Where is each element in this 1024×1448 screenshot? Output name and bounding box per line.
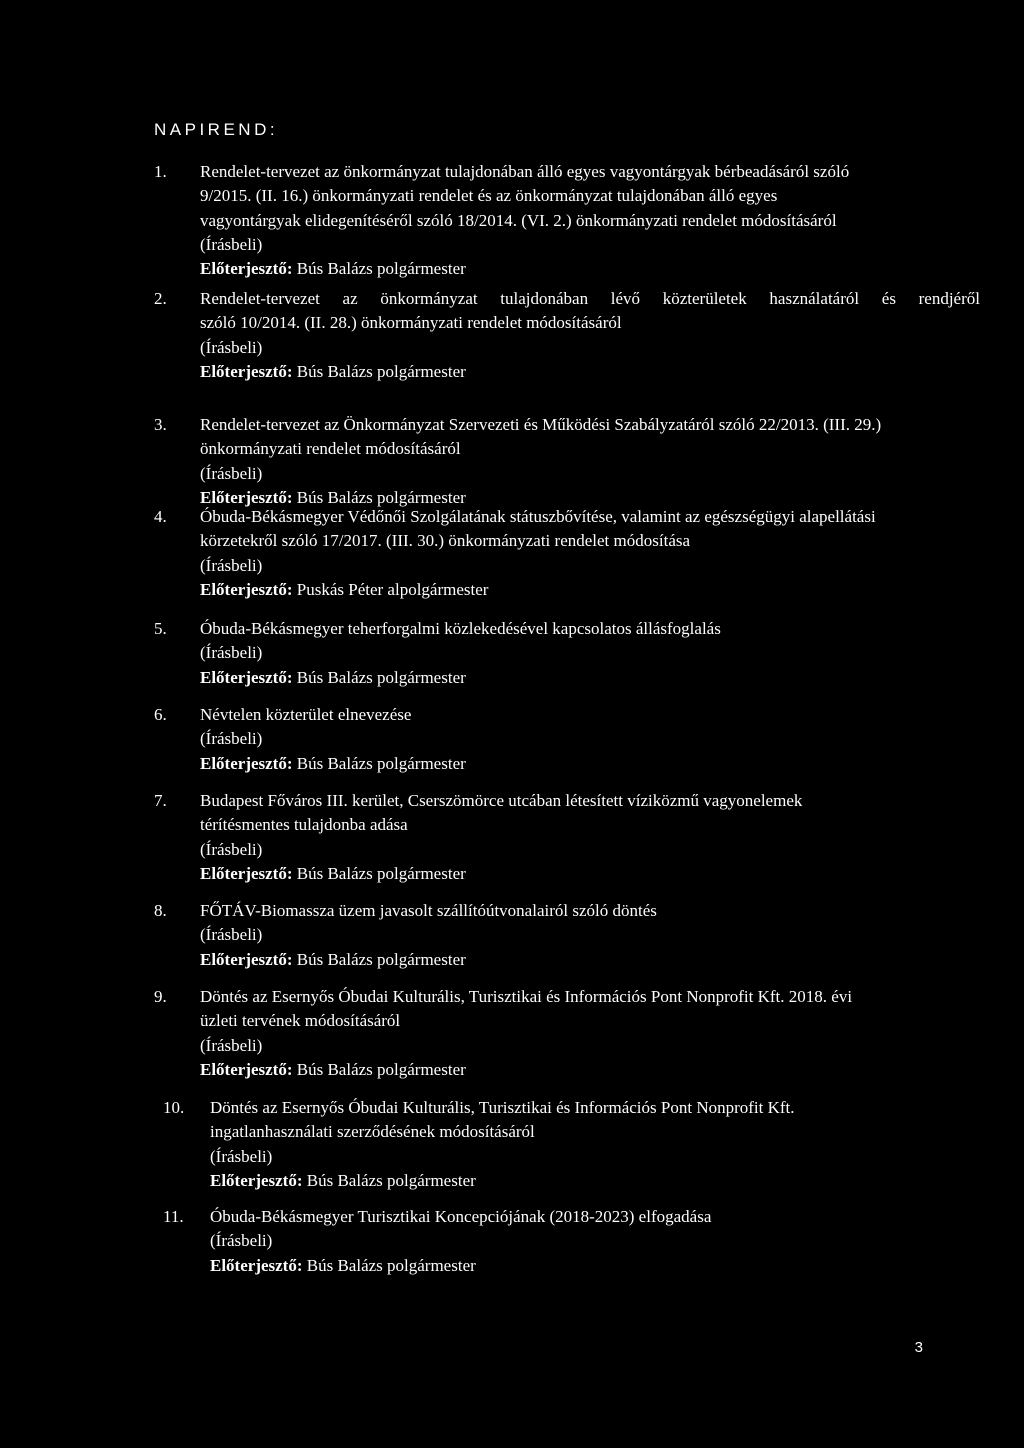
agenda-item [154,985,980,1082]
presenter-name: Bús Balázs polgármester [296,361,466,381]
agenda-item-type: (Írásbeli) [210,1231,273,1251]
presenter-name: Bús Balázs polgármester [296,667,466,687]
page-heading: NAPIREND: [154,120,279,139]
presenter-label: Előterjesztő: [200,361,293,381]
agenda-item [154,413,990,510]
agenda-item-title-line: Rendelet-tervezet az Önkormányzat Szervezeti és Működési Szabályzatáról szóló 22/2013. (III. 29.) [200,415,882,434]
presenter-label: Előterjesztő: [200,753,293,773]
agenda-item-title-line: 9/2015. (II. 16.) önkormányzati rendelet és az önkormányzat tulajdonában álló egyes [200,186,778,206]
agenda-item [154,287,980,384]
agenda-item [154,505,990,602]
agenda-item [154,899,980,972]
agenda-item-type: (Írásbeli) [200,643,263,663]
agenda-item-number: 7. [154,791,167,810]
presenter-name: Bús Balázs polgármester [296,1059,466,1079]
agenda-item-number: 9. [154,987,167,1006]
agenda-item-presenter-line [200,752,980,776]
agenda-item-number: 8. [154,901,167,920]
agenda-item-title-line: üzleti tervének módosításáról [200,1011,401,1031]
agenda-item-presenter-line [200,862,980,886]
agenda-item-number: 2. [154,289,167,308]
presenter-label: Előterjesztő: [200,949,293,969]
agenda-item [163,1096,980,1193]
agenda-item-type: (Írásbeli) [200,925,263,945]
agenda-item-number: 3. [154,415,167,434]
presenter-name: Puskás Péter alpolgármester [296,579,489,599]
agenda-item-title-line: Rendelet-tervezet az önkormányzat tulajdonában álló egyes vagyontárgyak bérbeadásáról szóló [200,162,850,181]
agenda-item [154,789,980,886]
agenda-item-title-line: vagyontárgyak elidegenítéséről szóló 18/2014. (VI. 2.) önkormányzati rendelet módosításáról [200,210,837,230]
agenda-item-presenter-line [210,1169,980,1193]
agenda-item [154,160,980,281]
agenda-item-title-line: körzetekről szóló 17/2017. (III. 30.) önkormányzati rendelet módosítása [200,531,691,551]
agenda-item-type: (Írásbeli) [200,337,263,357]
agenda-item-title-line: Rendelet-tervezet az önkormányzat tulajdonában lévő közterületek használatáról és rendjéről [200,289,980,308]
agenda-item-type: (Írásbeli) [200,729,263,749]
agenda-item-title-line: Névtelen közterület elnevezése [200,705,412,724]
agenda-item-presenter-line [200,578,990,602]
presenter-label: Előterjesztő: [210,1255,303,1275]
agenda-item [163,1205,980,1278]
agenda-item-number: 1. [154,162,167,181]
agenda-item-title-line: szóló 10/2014. (II. 28.) önkormányzati rendelet módosításáról [200,313,622,333]
presenter-name: Bús Balázs polgármester [296,949,466,969]
agenda-item-presenter-line [200,948,980,972]
agenda-item-type: (Írásbeli) [200,1035,263,1055]
presenter-label: Előterjesztő: [200,487,293,507]
presenter-label: Előterjesztő: [200,667,293,687]
presenter-label: Előterjesztő: [200,579,293,599]
agenda-item [154,617,980,690]
agenda-item-number: 6. [154,705,167,724]
presenter-label: Előterjesztő: [210,1170,303,1190]
presenter-label: Előterjesztő: [200,1059,293,1079]
presenter-name: Bús Balázs polgármester [306,1255,476,1275]
agenda-item-presenter-line [200,360,980,384]
agenda-item-type: (Írásbeli) [200,234,263,254]
agenda-item-title-line: Döntés az Esernyős Óbudai Kulturális, Turisztikai és Információs Pont Nonprofit Kft. 2018. évi [200,987,853,1006]
presenter-name: Bús Balázs polgármester [296,753,466,773]
agenda-item-title-line: FŐTÁV-Biomassza üzem javasolt szállítóútvonalairól szóló döntés [200,901,657,920]
agenda-item-type: (Írásbeli) [200,839,263,859]
agenda-item-presenter-line [200,257,980,281]
agenda-item-presenter-line [200,1058,980,1082]
presenter-label: Előterjesztő: [200,863,293,883]
presenter-name: Bús Balázs polgármester [296,863,466,883]
agenda-item-number: 5. [154,619,167,638]
agenda-item-number: 4. [154,507,167,526]
agenda-item-presenter-line [200,666,980,690]
agenda-item-number: 10. [163,1098,185,1117]
agenda-item-title-line: önkormányzati rendelet módosításáról [200,439,461,459]
agenda-item-type: (Írásbeli) [200,555,263,575]
agenda-item-title-line: Budapest Főváros III. kerület, Cserszömörce utcában létesített víziközmű vagyonelemek [200,791,803,810]
agenda-item-title-line: Óbuda-Békásmegyer teherforgalmi közlekedésével kapcsolatos állásfoglalás [200,619,721,638]
presenter-name: Bús Balázs polgármester [306,1170,476,1190]
agenda-item-title-line: Döntés az Esernyős Óbudai Kulturális, Turisztikai és Információs Pont Nonprofit Kft. [210,1098,795,1117]
agenda-item-number: 11. [163,1207,184,1226]
agenda-item-type: (Írásbeli) [200,463,263,483]
agenda-item [154,703,980,776]
presenter-name: Bús Balázs polgármester [296,259,466,279]
agenda-item-presenter-line [210,1254,980,1278]
agenda-item-title-line: Óbuda-Békásmegyer Turisztikai Koncepciójának (2018-2023) elfogadása [210,1207,712,1226]
agenda-item-title-line: térítésmentes tulajdonba adása [200,815,408,835]
presenter-name: Bús Balázs polgármester [296,487,466,507]
agenda-item-type: (Írásbeli) [210,1146,273,1166]
presenter-label: Előterjesztő: [200,259,293,279]
page-number: 3 [914,1339,923,1356]
agenda-item-title-line: ingatlanhasználati szerződésének módosításáról [210,1122,535,1142]
agenda-item-title-line: Óbuda-Békásmegyer Védőnői Szolgálatának státuszbővítése, valamint az egészségügyi alapellátási [200,507,876,526]
